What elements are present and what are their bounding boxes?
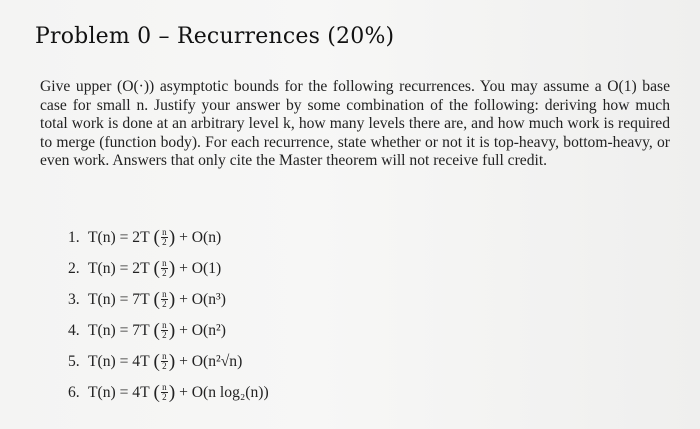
list-item: 6. T(n) = 4T ( $\frac{n}{2}$ ) + O(n log₂(n)): [68, 382, 269, 403]
fraction: $\frac{n}{2}$: [162, 258, 167, 278]
fraction: $\frac{n}{2}$: [162, 227, 167, 247]
fraction: $\frac{n}{2}$: [162, 382, 167, 402]
recurrence-list: [68, 222, 269, 408]
fraction: $\frac{n}{2}$: [162, 289, 167, 309]
problem-instructions: Give upper (O(·)) asymptotic bounds for the following recurrences. You may assume a O(1) base case for small n. Justify your answer by some combination of the following: deriving how much total work is done at an arbitrary level k, how many levels there are, and how much work is required to merge (function body). For each recurrence, state whether or not it is top-heavy, bottom-heavy, or even work. Answers that only cite the Master theorem will not receive full credit.: [40, 78, 670, 170]
fraction: $\frac{n}{2}$: [162, 320, 167, 340]
list-item: 1. T(n) = 2T ( $\frac{n}{2}$ ) + O(n): [68, 227, 222, 248]
list-item: 5. T(n) = 4T ( $\frac{n}{2}$ ) + O(n²√n): [68, 351, 243, 372]
list-item: 3. T(n) = 7T ( $\frac{n}{2}$ ) + O(n³): [68, 289, 226, 310]
list-item: 4. T(n) = 7T ( $\frac{n}{2}$ ) + O(n²): [68, 320, 226, 341]
fraction: $\frac{n}{2}$: [162, 351, 167, 371]
list-item: 2. T(n) = 2T ( $\frac{n}{2}$ ) + O(1): [68, 258, 222, 279]
problem-title: Problem 0 – Recurrences (20%): [35, 24, 395, 49]
